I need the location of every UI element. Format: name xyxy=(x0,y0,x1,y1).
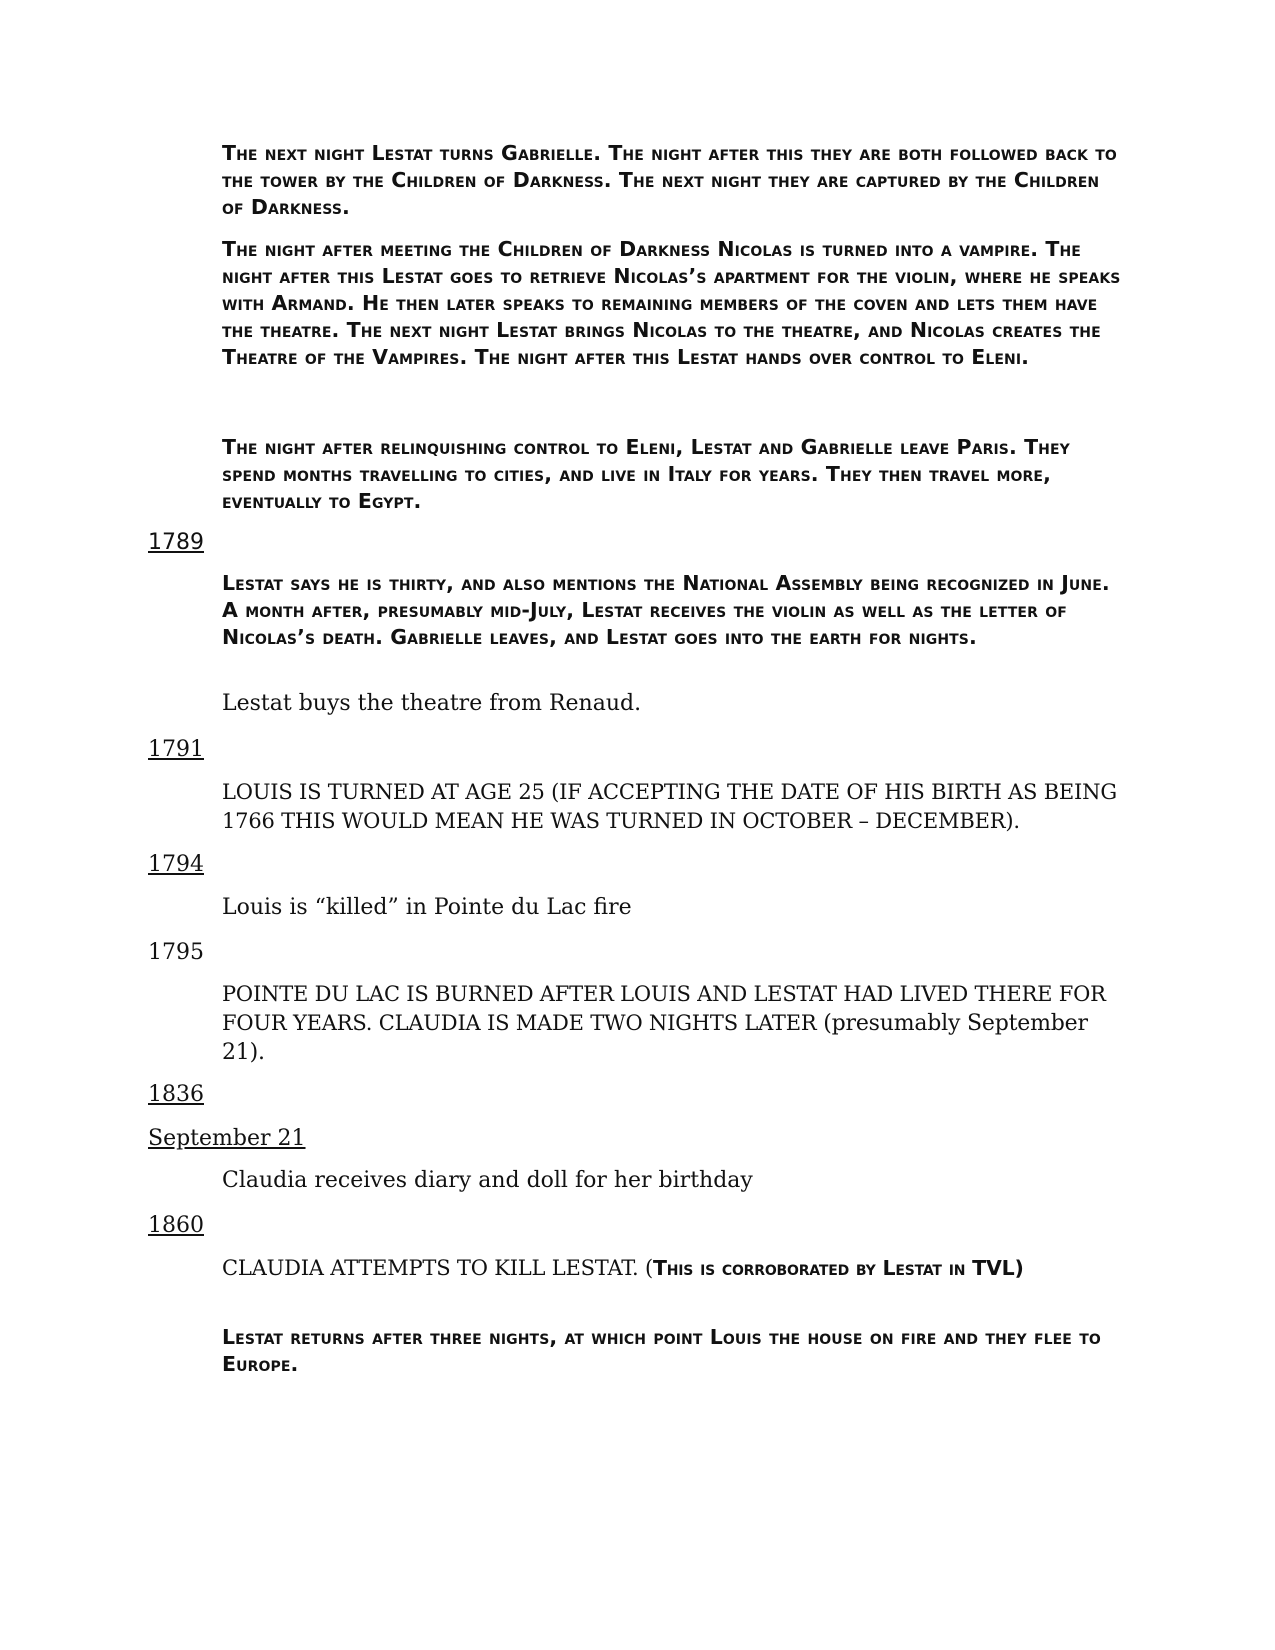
year-heading-1836: 1836 xyxy=(148,1082,204,1107)
pointe-du-lac-note: (presumably September 21). xyxy=(222,1011,1088,1065)
paragraph-lestat-returns: Lestat returns after three nights, at which point Louis the house on fire and they flee to Europe. xyxy=(222,1325,1101,1376)
date-heading-september-21: September 21 xyxy=(148,1126,306,1151)
paragraph-lestat-thirty: Lestat says he is thirty, and also mentions the National Assembly being recognized in June. A month after, presumably mid-July, Lestat receives the violin as well as the letter of Nicolas’s death. Gabrielle leaves, and Lestat goes into the earth for nights. xyxy=(222,571,1110,649)
claudia-attempts-text: CLAUDIA ATTEMPTS TO KILL LESTAT. ( xyxy=(222,1256,653,1280)
paragraph-claudia-birthday: Claudia receives diary and doll for her birthday xyxy=(222,1168,753,1193)
claudia-attempts-note: This is corroborated by Lestat in TVL) xyxy=(652,1256,1024,1280)
paragraph-claudia-attempts xyxy=(222,1254,1122,1283)
year-heading-1791: 1791 xyxy=(148,737,204,762)
paragraph-nicolas-turned: The night after meeting the Children of Darkness Nicolas is turned into a vampire. The night after this Lestat goes to retrieve Nicolas’s apartment for the violin, where he speaks with Armand. He then later speaks to remaining members of the coven and lets them have the theatre. The next night Lestat brings Nicolas to the theatre, and Nicolas creates the Theatre of the Vampires. The night after this Lestat hands over control to Eleni. xyxy=(222,237,1121,369)
paragraph-louis-killed: Louis is “killed” in Pointe du Lac fire xyxy=(222,895,632,920)
year-heading-1860: 1860 xyxy=(148,1213,204,1238)
paragraph-louis-turned: LOUIS IS TURNED AT AGE 25 (IF ACCEPTING THE DATE OF HIS BIRTH AS BEING 1766 THIS WOULD MEAN HE WAS TURNED IN OCTOBER – DECEMBER). xyxy=(222,780,1117,833)
paragraph-gabrielle-turned: The next night Lestat turns Gabrielle. The night after this they are both followed back to the tower by the Children of Darkness. The next night they are captured by the Children of Darkness. xyxy=(222,141,1117,219)
paragraph-pointe-du-lac-burned xyxy=(222,980,1122,1067)
year-heading-1795: 1795 xyxy=(148,940,204,965)
paragraph-buys-theatre: Lestat buys the theatre from Renaud. xyxy=(222,691,642,716)
pointe-du-lac-caps-text: POINTE DU LAC IS BURNED AFTER LOUIS AND LESTAT HAD LIVED THERE FOR FOUR YEARS. CLAUDIA IS MADE TWO NIGHTS LATER xyxy=(222,982,1106,1035)
year-heading-1789: 1789 xyxy=(148,530,204,555)
paragraph-leave-paris: The night after relinquishing control to Eleni, Lestat and Gabrielle leave Paris. They spend months travelling to cities, and live in Italy for years. They then travel more, eventually to Egypt. xyxy=(222,435,1070,513)
year-heading-1794: 1794 xyxy=(148,852,204,877)
